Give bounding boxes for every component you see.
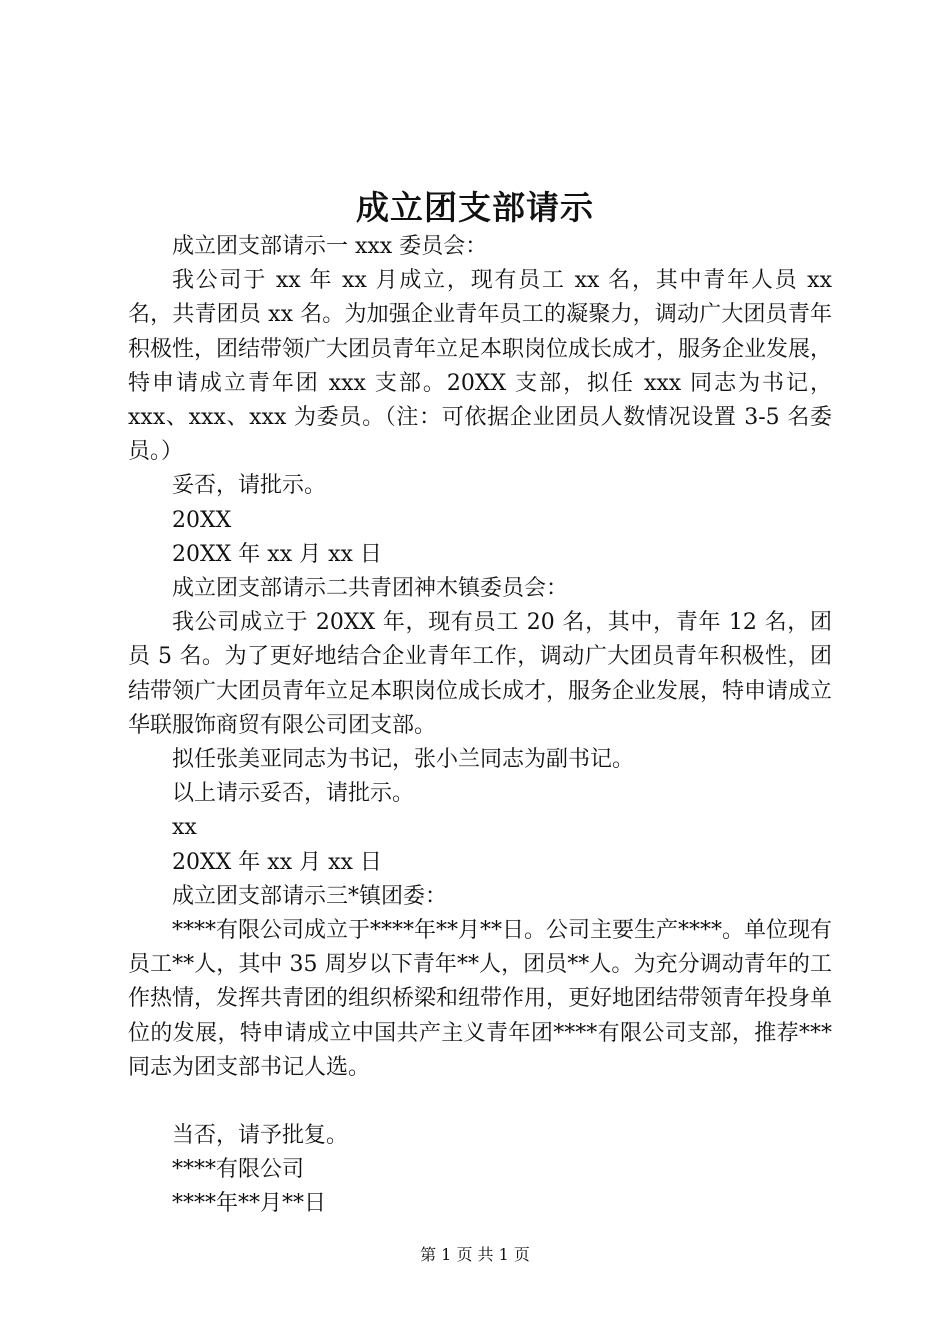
paragraph-heading-3: 成立团支部请示三*镇团委： [172,883,448,909]
paragraph-body-1: 我公司于 xx 年 xx 月成立，现有员工 xx 名，其中青年人员 xx 名，共青团员 xx 名。为加强企业青年员工的凝聚力，调动广大团员青年积极性，团结带领广大团员青年立足本职岗位成长成才，服务企业发展，特申请成立青年团 xxx 支部。20XX 支部，拟任 xxx 同志为书记，xxx、xxx、xxx 为委员。（注：可依据企业团员人数情况设置 3-5 名委员。） [128,268,833,465]
paragraph-signer-3: ****有限公司 [172,1157,305,1183]
paragraph-body-2: 我公司成立于 20XX 年，现有员工 20 名，其中，青年 12 名，团员 5 名。为了更好地结合企业青年工作，调动广大团员青年积极性，团结带领广大团员青年立足本职岗位成长成才，服务企业发展，特申请成立华联服饰商贸有限公司团支部。 [128,610,833,738]
paragraph-signer-1: 20XX [172,507,232,533]
paragraph-date-2: 20XX 年 xx 月 xx 日 [172,849,382,875]
paragraph-closing-2: 以上请示妥否，请批示。 [172,781,415,807]
document-body [128,230,832,1222]
paragraph-heading-2: 成立团支部请示二共青团神木镇委员会： [172,576,569,602]
paragraph-heading-1: 成立团支部请示一 xxx 委员会： [172,234,488,259]
paragraph-date-1: 20XX 年 xx 月 xx 日 [172,541,382,567]
paragraph-body-3: ****有限公司成立于****年**月**日。公司主要生产****。单位现有员工**人，其中 35 周岁以下青年**人，团员**人。为充分调动青年的工作热情，发挥共青团的组织桥梁和纽带作用，更好地团结带领青年投身单位的发展，特申请成立中国共产主义青年团****有限公司支部，推荐***同志为团支部书记人选。 [128,918,833,1080]
paragraph-appointment-2: 拟任张美亚同志为书记，张小兰同志为副书记。 [172,747,635,773]
document-title: 成立团支部请示 [356,188,594,227]
paragraph-closing-1: 妥否，请批示。 [172,473,327,499]
paragraph-closing-3: 当否，请予批复。 [172,1123,349,1149]
page-footer: 第 1 页 共 1 页 [420,1245,530,1264]
paragraph-signer-2: xx [172,815,197,841]
paragraph-date-3: ****年**月**日 [172,1191,327,1217]
blank-line [128,1085,832,1119]
